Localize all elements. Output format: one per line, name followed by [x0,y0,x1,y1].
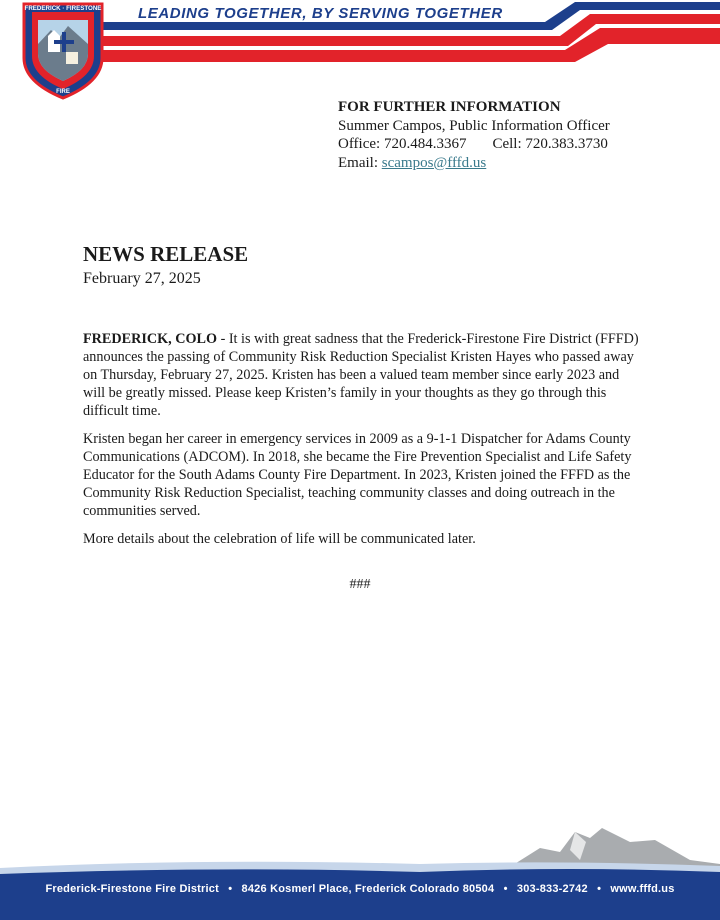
footer-phone: 303-833-2742 [516,883,588,895]
paragraph-1 [83,330,643,420]
header-tagline: LEADING TOGETHER, BY SERVING TOGETHER [138,5,503,22]
dateline: FREDERICK, COLO [83,331,218,347]
fire-district-shield-logo-icon [18,0,108,100]
contact-phones [338,135,610,154]
paragraph-2: Kristen began her career in emergency services in 2009 as a 9-1-1 Dispatcher for Adams County Communications (ADCOM). In 2018, she became the Fire Prevention Specialist and Life Safety Educator for the South Adams County Fire Department. In 2023, Kristen joined the FFFD as the Community Risk Reduction Specialist, teaching community classes and doing outreach in the communities served. [83,431,632,519]
release-date: February 27, 2025 [83,270,201,287]
contact-name-line: Summer Campos, Public Information Officer [338,117,610,134]
release-title: NEWS RELEASE [83,242,249,266]
end-mark: ### [349,577,371,592]
contact-block [338,98,610,172]
release-body [83,330,643,558]
logo-top-text: FREDERICK · FIRESTONE [24,5,102,12]
contact-email-label: Email: [338,154,378,171]
mountains-icon [0,820,720,920]
contact-email-line [338,154,610,173]
footer-address: 8426 Kosmerl Place, Frederick Colorado 80504 [241,883,495,895]
contact-office: Office: 720.484.3367 [338,136,467,152]
paragraph-1-text: - It is with great sadness that the Frederick-Firestone Fire District (FFFD) announces the passing of Community Risk Reduction Specialist Kristen Hayes who passed away on Thursday, February 27, 2025. Kristen has been a valued team member since early 2023 and will be greatly missed. Please keep Kristen’s family in your thoughts as they go through this difficult time. [83,331,639,419]
logo-bottom-text: FIRE [56,89,70,95]
footer-separator: • [503,883,508,895]
contact-cell: Cell: 720.383.3730 [492,136,608,152]
contact-heading: FOR FURTHER INFORMATION [338,99,561,115]
footer-web: www.fffd.us [610,883,675,895]
footer-separator: • [597,883,602,895]
paragraph-3: More details about the celebration of life will be communicated later. [83,531,476,547]
footer-contact-line [0,883,720,895]
footer-org: Frederick-Firestone Fire District [45,883,219,895]
contact-email-link[interactable]: scampos@fffd.us [381,154,487,171]
footer-separator: • [228,883,233,895]
